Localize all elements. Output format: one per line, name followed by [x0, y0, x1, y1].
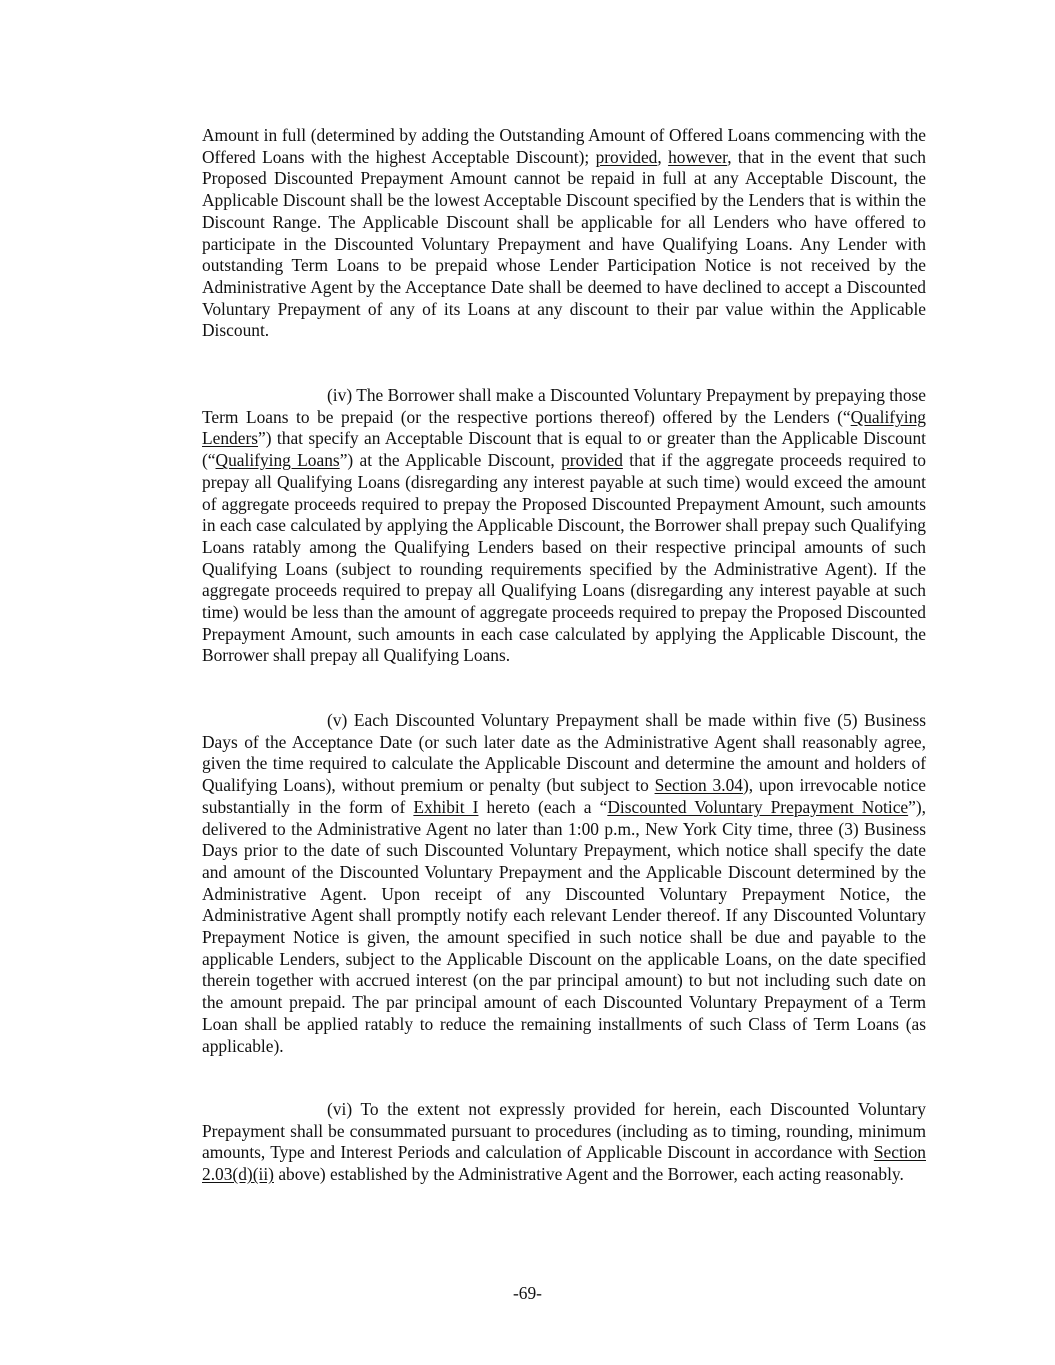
- paragraph-text: [202, 1099, 926, 1186]
- underlined-term: Section 3.04: [654, 775, 743, 796]
- text-run: that if the aggregate proceeds required to prepay all Qualifying Loans (disregarding any interest payable at such time) would exceed the amount of aggregate proceeds required to prepay the Proposed Discounted Prepayment Amount, such amounts in each case calculated by applying the Applicable Discount, the Borrower shall prepay such Qualifying Loans ratably among the Qualifying Lenders based on their respective principal amounts of such Qualifying Loans (subject to rounding requirements specified by the Administrative Agent). If the aggregate proceeds required to prepay all Qualifying Loans (disregarding any interest payable at such time) would be less than the amount of aggregate proceeds required to prepay the Proposed Discounted Prepayment Amount, such amounts in each case calculated by applying the Applicable Discount, the Borrower shall prepay all Qualifying Loans.: [202, 450, 926, 666]
- text-run: hereto (each a “: [478, 796, 608, 817]
- paragraph-v: [202, 710, 926, 1057]
- paragraph-text: [202, 710, 926, 1057]
- underlined-term: however: [668, 146, 728, 167]
- paragraph-continuation: [202, 125, 926, 342]
- paragraph-vi: [202, 1099, 926, 1186]
- underlined-term: Section 2.03(d)(ii): [202, 1142, 926, 1185]
- text-run: ”) at the Applicable Discount,: [339, 450, 562, 471]
- underlined-term: Qualifying Loans: [215, 450, 340, 471]
- underlined-term: Qualifying Lenders: [202, 406, 926, 449]
- page-number: -69-: [513, 1283, 542, 1303]
- text-run: ”) that specify an Acceptable Discount that is equal to or greater than the Applicable Discount (“: [202, 428, 926, 471]
- underlined-term: Discounted Voluntary Prepayment Notice: [607, 796, 909, 817]
- text-run: , that in the event that such Proposed Discounted Prepayment Amount cannot be repaid in full at any Acceptable Discount, the Applicable Discount shall be the lowest Acceptable Discount specified by the Lenders that is within the Discount Range. The Applicable Discount shall be applicable for all Lenders who have offered to participate in the Discounted Voluntary Prepayment and have Qualifying Loans. Any Lender with outstanding Term Loans to be prepaid whose Lender Participation Notice is not received by the Administrative Agent by the Acceptance Date shall be deemed to have declined to accept a Discounted Voluntary Prepayment of any of its Loans at any discount to their par value within the Applicable Discount.: [202, 146, 926, 341]
- underlined-term: provided: [595, 146, 658, 167]
- text-run: Amount in full (determined by adding the Outstanding Amount of Offered Loans commencing with the Offered Loans with the highest Acceptable Discount);: [202, 125, 926, 167]
- paragraph-text: [202, 385, 926, 667]
- text-run: ), upon irrevocable notice substantially in the form of: [202, 775, 926, 817]
- text-run: (vi) To the extent not expressly provided for herein, each Discounted Voluntary Prepayment shall be consummated pursuant to procedures (including as to timing, rounding, minimum amounts, Type and Interest Periods and calculation of Applicable Discount in accordance with: [202, 1099, 926, 1163]
- paragraph-iv: [202, 385, 926, 667]
- text-run: ,: [657, 146, 669, 167]
- text-run: above) established by the Administrative Agent and the Borrower, each acting reasonably.: [273, 1164, 904, 1185]
- paragraph-text: [202, 125, 926, 342]
- underlined-term: Exhibit I: [413, 796, 479, 817]
- text-run: ”), delivered to the Administrative Agent no later than 1:00 p.m., New York City time, three (3) Business Days prior to the date of such Discounted Voluntary Prepayment, which notice shall specify the date and amount of the Discounted Voluntary Prepayment and the Applicable Discount determined by the Administrative Agent. Upon receipt of any Discounted Voluntary Prepayment Notice, the Administrative Agent shall promptly notify each relevant Lender thereof. If any Discounted Voluntary Prepayment Notice is given, the amount specified in such notice shall be due and payable to the applicable Lenders, subject to the Applicable Discount on the applicable Loans, on the date specified therein together with accrued interest (on the par principal amount) to but not including such date on the amount prepaid. The par principal amount of each Discounted Voluntary Prepayment of a Term Loan shall be applied ratably to reduce the remaining installments of such Class of Term Loans (as applicable).: [202, 796, 926, 1056]
- text-run: (iv) The Borrower shall make a Discounted Voluntary Prepayment by prepaying those Term Loans to be prepaid (or the respective portions thereof) offered by the Lenders (“: [202, 385, 926, 427]
- underlined-term: provided: [561, 450, 623, 471]
- text-run: (v) Each Discounted Voluntary Prepayment shall be made within five (5) Business Days of the Acceptance Date (or such later date as the Administrative Agent shall reasonably agree, given the time required to calculate the Applicable Discount and determine the amount and holders of Qualifying Loans), without premium or penalty (but subject to: [202, 710, 926, 796]
